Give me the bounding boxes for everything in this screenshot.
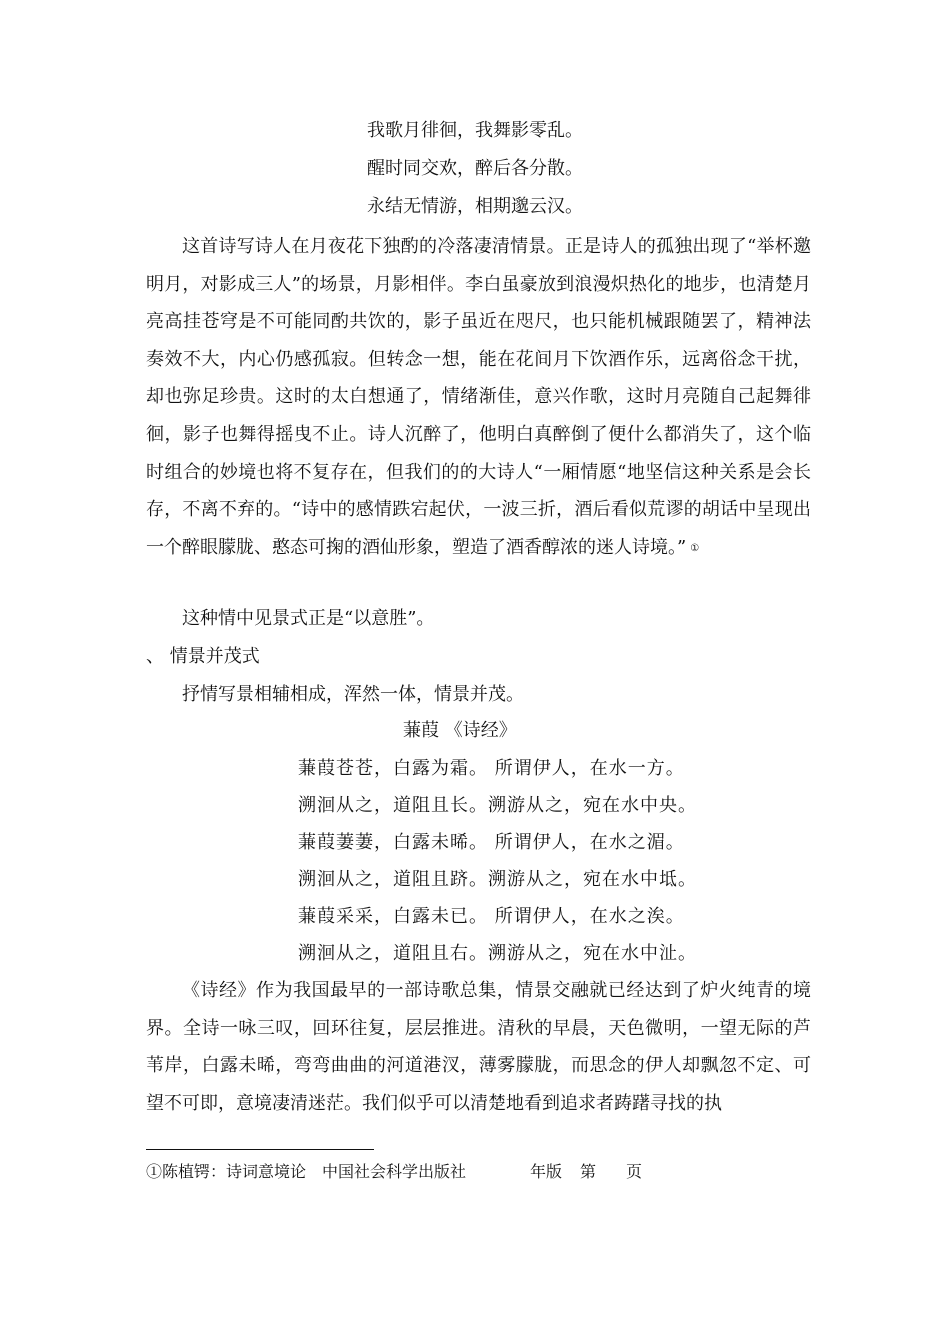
paragraph-text: 这首诗写诗人在月夜花下独酌的冷落凄清情景。正是诗人的孤独出现了“举杯邀明月，对影成三人”的场景，月影相伴。李白虽豪放到浪漫炽热化的地步，也清楚月亮高挂苍穹是不可能同酌共饮的，影子虽近在咫尺，也只能机械跟随罢了，精神法奏效不大，内心仍感孤寂。但转念一想，能在花间月下饮酒作乐，远离俗念干扰，却也弥足珍贵。这时的太白想通了，情绪渐佳，意兴作歌，这时月亮随自己起舞徘徊，影子也舞得摇曳不止。诗人沉醉了，他明白真醉倒了便什么都消失了，这个临时组合的妙境也将不复存在，但我们的的大诗人“一厢情愿“地坚信这种关系是会长存，不离不弃的。“诗中的感情跌宕起伏，一波三折，酒后看似荒谬的胡话中呈现出一个醉眼朦胧、憨态可掬的酒仙形象，塑造了酒香醇浓的迷人诗境。” — [146, 236, 811, 558]
footnote-divider — [146, 1149, 374, 1150]
poem-line: 蒹葭采采，白露未已。 所谓伊人，在水之涘。 — [298, 906, 685, 927]
footnote-edition: 年版 — [530, 1162, 563, 1181]
poem-title: 蒹葭 《诗经》 — [403, 720, 517, 741]
analysis-paragraph: 《诗经》作为我国最早的一部诗歌总集，情景交融就已经达到了炉火纯青的境界。全诗一咏三叹，回环往复，层层推进。清秋的早晨，天色微明，一望无际的芦苇岸，白露未晞，弯弯曲曲的河道港汊，薄雾朦胧，而思念的伊人却飘忽不定、可望不可即，意境凄清迷茫。我们似乎可以清楚地看到追求者踌躇寻找的执 — [146, 980, 811, 1114]
footnote — [146, 1160, 642, 1184]
poem-line: 永结无情游，相期邈云汉。 — [367, 196, 583, 217]
poem-line: 醒时同交欢，醉后各分散。 — [367, 158, 583, 179]
poem-line: 溯洄从之，道阻且跻。溯游从之，宛在水中坻。 — [298, 869, 697, 890]
section-heading: 、 情景并茂式 — [146, 646, 260, 667]
footnote-reference: ① — [690, 542, 700, 554]
analysis-paragraph — [146, 228, 811, 567]
poem-line: 溯洄从之，道阻且右。溯游从之，宛在水中沚。 — [298, 943, 697, 964]
footnote-source: ①陈植锷：诗词意境论 中国社会科学出版社 — [146, 1162, 467, 1181]
footnote-page-prefix: 第 — [580, 1162, 597, 1181]
summary-line: 这种情中见景式正是“以意胜”。 — [182, 608, 435, 629]
footnote-page-suffix: 页 — [626, 1162, 643, 1181]
poem-line: 蒹葭萋萋，白露未晞。 所谓伊人，在水之湄。 — [298, 832, 685, 853]
poem-line: 溯洄从之，道阻且长。溯游从之，宛在水中央。 — [298, 795, 697, 816]
poem-line: 蒹葭苍苍，白露为霜。 所谓伊人，在水一方。 — [298, 758, 685, 779]
poem-line: 我歌月徘徊，我舞影零乱。 — [367, 120, 583, 141]
section-intro: 抒情写景相辅相成，浑然一体，情景并茂。 — [182, 684, 524, 705]
